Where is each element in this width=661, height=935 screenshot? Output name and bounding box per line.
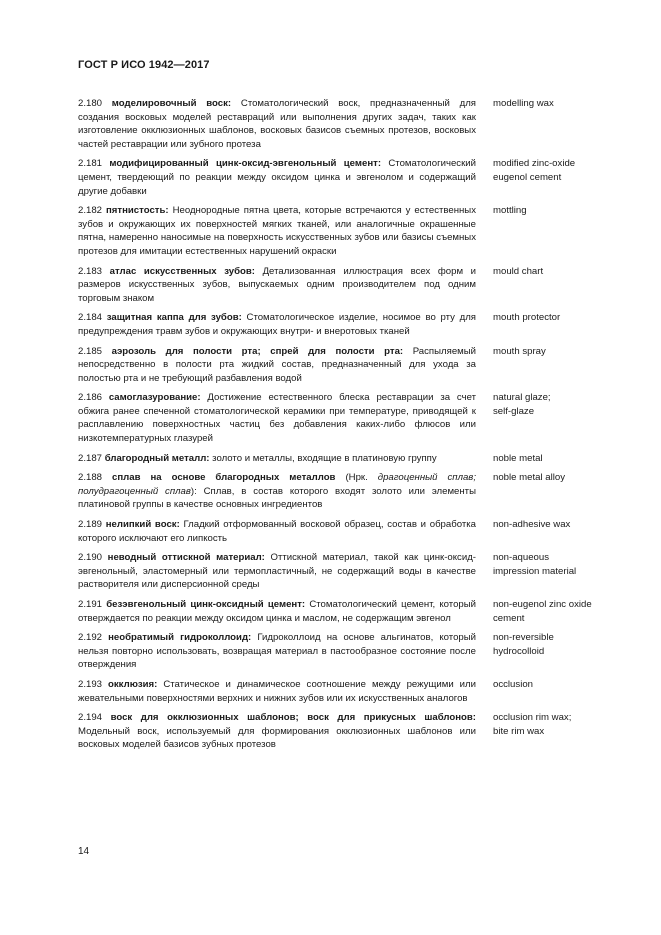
entry-term-en [493, 157, 623, 198]
entry-term: нелипкий воск: [105, 519, 180, 531]
entry-term-en-line: non-reversible [493, 632, 554, 644]
entry-number: 2.188 [78, 472, 103, 484]
glossary-entry [78, 598, 623, 625]
glossary-entry [78, 518, 623, 545]
entry-definition-text: Детализованная иллюстрация всех форм и размеров искусственных зубов, выпускаемых одним производителем под одним торговым знаком [78, 265, 477, 304]
entry-definition-text: Модельный воск, используемый для формирования окклюзионных шаблонов или восковых моделей базисов зубных протезов [78, 725, 476, 751]
entry-term-en-line: eugenol cement [493, 171, 562, 183]
entry-term-en [493, 97, 623, 151]
entry-definition-text: Стоматологический цемент, который отверждается по реакции между оксидом цинка и маслом, не содержащим эвгенол [78, 599, 476, 624]
entry-term-en [493, 204, 623, 258]
entry-term-en [493, 518, 623, 545]
entry-term: атлас искусственных зубов: [109, 265, 255, 277]
entry-number: 2.183 [78, 265, 103, 277]
glossary-entry [78, 345, 623, 386]
entry-definition-ru [78, 711, 476, 752]
entry-definition-ru [78, 471, 476, 512]
entry-term-en-line: cement [493, 612, 525, 624]
entry-term: воск для окклюзионных шаблонов; воск для прикусных шаблонов: [110, 712, 476, 724]
entry-definition-text: Гладкий отформованный восковой образец, состав и обработка которого исключают его липкость [78, 519, 476, 544]
entry-definition-text: Стоматологическое изделие, носимое во рту для предупреждения травм зубов и окружающих внутри- и внеротовых тканей [78, 312, 477, 337]
entry-number: 2.180 [78, 98, 103, 109]
entry-term: неводный оттискной материал: [107, 552, 265, 564]
entry-definition-ru [78, 97, 476, 151]
entry-term: защитная каппа для зубов: [106, 312, 242, 324]
document-header: ГОСТ Р ИСО 1942—2017 [78, 59, 210, 71]
entry-definition-text: : Сплав, в состав которого входят золото или элементы платиновой группы в качестве основных ингредиентов [78, 485, 476, 511]
page-number: 14 [78, 846, 90, 857]
glossary-entry [78, 391, 623, 445]
entry-definition-ru [78, 518, 476, 545]
entry-term-en-line: impression material [493, 565, 577, 577]
entry-term: необратимый гидроколлоид: [108, 632, 252, 644]
entry-term-en [493, 471, 623, 512]
glossary-entry [78, 678, 623, 705]
entry-deprecated-terms: драгоценный сплав; полудрагоценный сплав [78, 472, 476, 497]
entry-term-en [493, 551, 623, 592]
entry-number: 2.191 [78, 599, 103, 610]
entry-term-en-line: mouth spray [493, 345, 546, 357]
entry-term-en-line: self-glaze [493, 405, 535, 417]
entry-term-en-line: natural glaze; [493, 392, 551, 404]
entry-term-en-line: mouth protector [493, 312, 561, 324]
entry-definition-ru [78, 598, 476, 625]
entry-number: 2.193 [78, 678, 103, 690]
entry-number: 2.190 [78, 552, 103, 564]
entry-term: пятнистость: [106, 205, 169, 217]
glossary-entry [78, 265, 623, 306]
entry-definition-text: Неоднородные пятна цвета, которые встречаются у естественных зубов и окружающих их поверхностей мягких тканей, или аналогичные окрашенные пятна, намеренно наносимые на поверхность искусственных зубов или базисы съемных протезов для имитации естественных нарушений окраски [78, 205, 476, 257]
entry-term: сплав на основе благородных металлов [112, 472, 336, 484]
entry-definition-ru [78, 157, 476, 198]
entry-term: самоглазурование: [108, 392, 201, 404]
entry-number: 2.194 [78, 712, 103, 724]
entry-definition-text: Оттискной материал, такой как цинк-оксид-эвгенольный, эластомерный или термопластичный, не содержащий воды в качестве растворителя или дисперсионной среды [78, 552, 476, 591]
entry-number: 2.185 [78, 345, 103, 357]
entry-definition-text: Распыляемый непосредственно в полости рта жидкий состав, предназначенный для ухода за полостью рта и не требующий разбавления водой [78, 345, 477, 384]
entry-definition-text: Стоматологический воск, предназначенный для создания восковых моделей реставраций или выполнения других задач, таких как изготовление окклюзионных шаблонов, восковых базисов съемных протезов, восковых частей реставрации или зубного протеза [78, 98, 476, 150]
entry-term: аэрозоль для полости рта; спрей для полости рта: [111, 345, 404, 357]
entry-note-open: (Нрк. [335, 472, 378, 484]
entry-term-en [493, 631, 623, 672]
glossary-entry [78, 311, 623, 338]
entry-term-en-line: noble metal alloy [493, 472, 565, 484]
entry-number: 2.181 [78, 158, 103, 170]
entry-definition-ru [78, 452, 476, 466]
entry-term-en-line: modelling wax [493, 98, 554, 109]
glossary-entry [78, 711, 623, 752]
entry-term-en-line: non-eugenol zinc oxide [493, 599, 592, 610]
entry-number: 2.184 [78, 312, 103, 324]
entry-term: безэвгенольный цинк-оксидный цемент: [106, 599, 306, 610]
entry-term-en-line: occlusion rim wax; [493, 712, 572, 724]
entry-definition-ru [78, 391, 476, 445]
entry-term-en [493, 452, 623, 466]
entry-term: благородный металл: [104, 452, 210, 464]
entry-term: окклюзия: [108, 678, 158, 690]
entry-term-en-line: non-aqueous [493, 552, 550, 564]
entry-term-en [493, 345, 623, 386]
entry-definition-ru [78, 631, 476, 672]
entry-definition-ru [78, 551, 476, 592]
entry-term: модифицированный цинк-оксид-эвгенольный цемент: [109, 158, 382, 170]
entry-definition-text: Статическое и динамическое соотношение между режущими или жевательными поверхностями верхних и нижних зубов или их искусственных аналогов [78, 678, 476, 704]
entry-definition-text: золото и металлы, входящие в платиновую группу [209, 452, 437, 464]
glossary-entry [78, 631, 623, 672]
entry-term-en-line: bite rim wax [493, 725, 545, 737]
glossary-entry [78, 551, 623, 592]
glossary-entry [78, 97, 623, 151]
entry-term-en-line: modified zinc-oxide [493, 158, 576, 170]
entry-number: 2.187 [78, 452, 103, 464]
glossary-entry [78, 452, 623, 466]
glossary-entry [78, 204, 623, 258]
entry-term-en-line: hydrocolloid [493, 645, 545, 657]
entry-term-en [493, 391, 623, 445]
entry-term-en-line: occlusion [493, 678, 533, 690]
entry-term-en [493, 598, 623, 625]
entry-term-en-line: noble metal [493, 452, 543, 464]
entry-term-en-line: mould chart [493, 265, 544, 277]
entry-term-en-line: non-adhesive wax [493, 519, 571, 531]
entry-definition-ru [78, 678, 476, 705]
entry-term-en [493, 265, 623, 306]
entry-number: 2.182 [78, 205, 103, 217]
entry-definition-ru [78, 345, 476, 386]
entry-definition-text: Достижение естественного блеска реставрации за счет обжига ранее спеченной стоматологической керамики при температуре, приводящей к расплавлению поверхностных частиц без добавления каких-либо флюсов или низкотемпературных глазурей [78, 392, 476, 445]
glossary-entry [78, 471, 623, 512]
entry-definition-ru [78, 265, 476, 306]
entry-term: моделировочный воск: [111, 98, 232, 109]
entry-definition-text: Стоматологический цемент, твердеющий по реакции между оксидом цинка и эвгенолом и содержащий другие добавки [78, 158, 476, 197]
glossary-entries [78, 97, 623, 758]
entry-definition-text: Гидроколлоид на основе альгинатов, который нельзя повторно использовать, возвращая материал в пастообразное состояние после отверждения [78, 632, 476, 671]
entry-number: 2.186 [78, 392, 103, 404]
entry-note-close: ) [190, 485, 195, 497]
glossary-entry [78, 157, 623, 198]
entry-definition-ru [78, 311, 476, 338]
entry-term-en [493, 311, 623, 338]
entry-definition-ru [78, 204, 476, 258]
entry-number: 2.192 [78, 632, 103, 644]
entry-number: 2.189 [78, 519, 103, 531]
entry-term-en [493, 678, 623, 705]
entry-term-en [493, 711, 623, 752]
entry-term-en-line: mottling [493, 205, 527, 217]
